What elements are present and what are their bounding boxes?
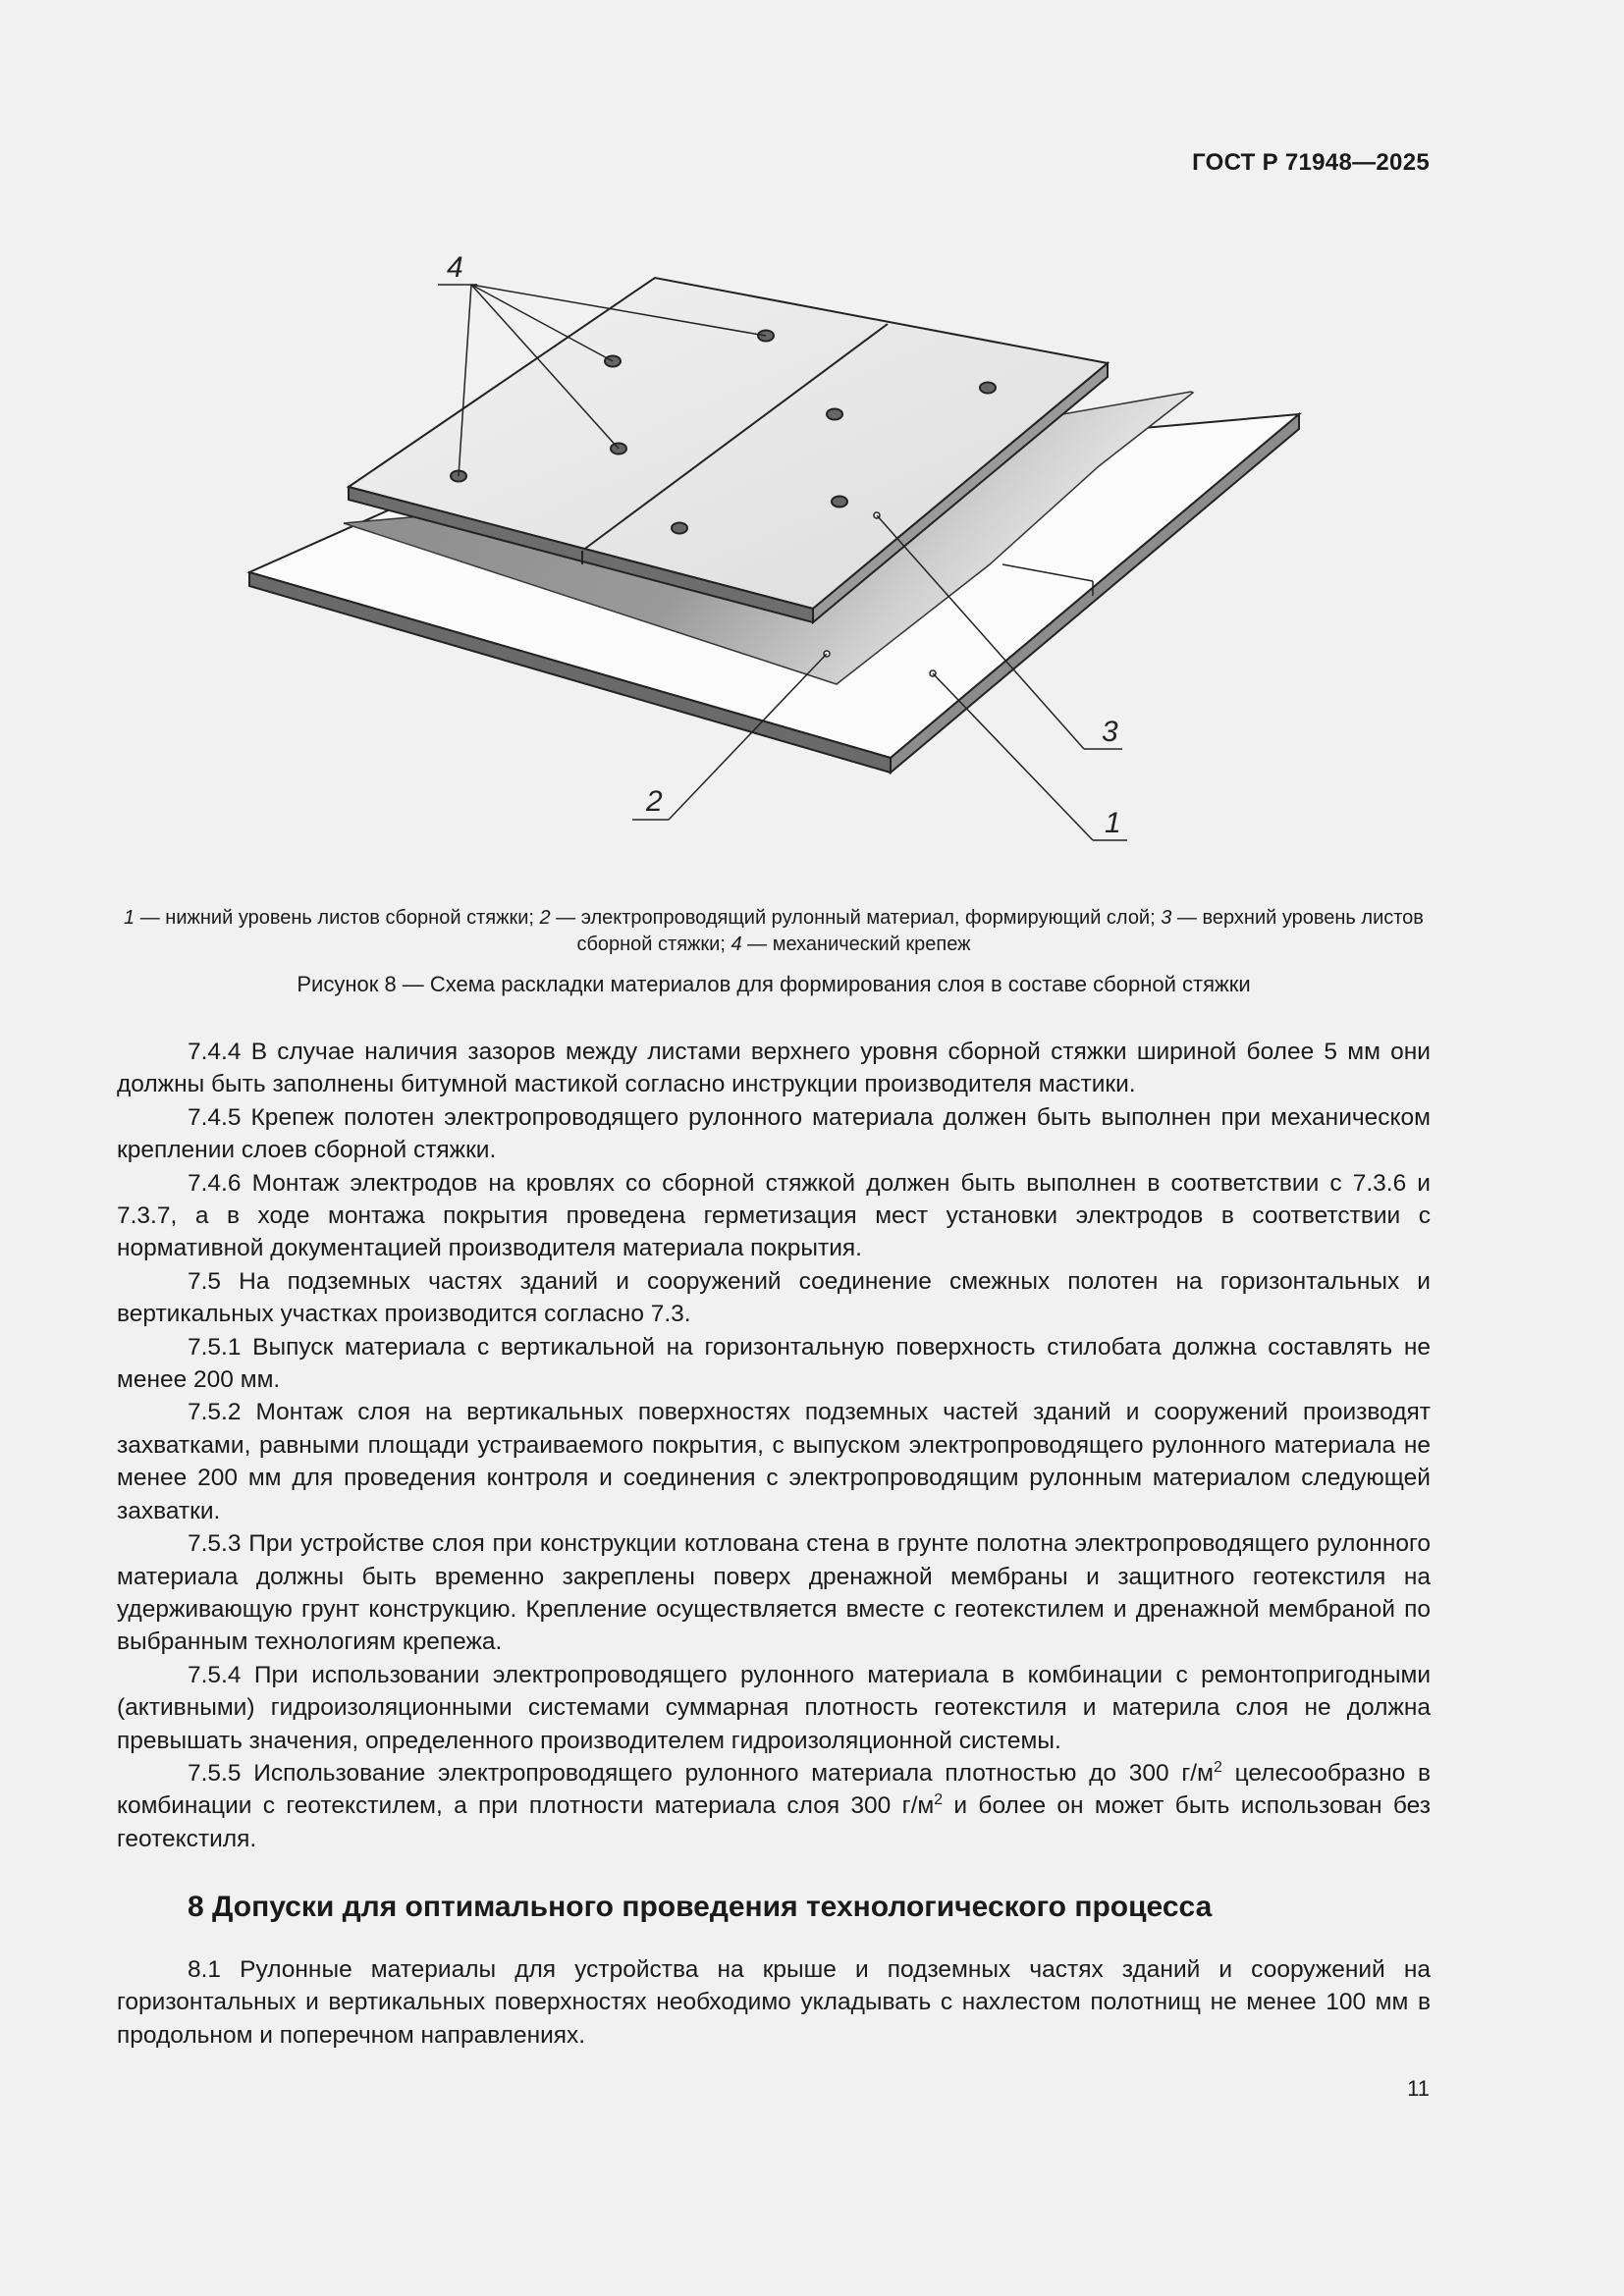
legend-text-4: — механический крепеж — [741, 934, 971, 955]
paragraph-7-5-3: 7.5.3 При устройстве слоя при конструкции котлована стена в грунте полотна электропроводящего рулонного материала должны быть временно закреплены поверх дренажной мембраны и защитного геотекстиля на удерживающую грунт конструкцию. Крепление осуществляется вместе с геотекстилем и дренажной мембраной по выбранным технологиям крепежа. — [117, 1530, 1431, 1656]
legend-text-2: — электропроводящий рулонный материал, формирующий слой; — [550, 907, 1162, 929]
paragraph-7-4-6: 7.4.6 Монтаж электродов на кровлях со сборной стяжкой должен быть выполнен в соответствии с 7.3.6 и 7.3.7, а в ходе монтажа покрытия проведена герметизация мест установки электродов в соответствии с нормативной документацией производителя материала покрытия. — [117, 1169, 1431, 1262]
label-top-sheets: 3 — [1102, 716, 1118, 748]
figure-8-diagram — [236, 240, 1335, 869]
paragraph-7-4-4: 7.4.4 В случае наличия зазоров между листами верхнего уровня сборной стяжки шириной более 5 мм они должны быть заполнены битумной мастикой согласно инструкции производителя мастики. — [117, 1039, 1431, 1098]
section-8-text — [117, 1953, 1431, 2052]
label-bottom-sheets: 1 — [1105, 807, 1121, 839]
legend-num-2: 2 — [539, 907, 551, 929]
legend-text-1: — нижний уровень листов сборной стяжки; — [135, 907, 540, 929]
p755-part-3: и более он может быть использован без геотекстиля. — [117, 1792, 1431, 1852]
legend-num-3: 3 — [1161, 907, 1172, 929]
paragraph-8-1: 8.1 Рулонные материалы для устройства на крыше и подземных частях зданий и сооружений на горизонтальных и вертикальных поверхностях необходимо укладывать с нахлестом полотнищ не менее 100 мм в продольном и поперечном направлениях. — [117, 1956, 1431, 2049]
p755-part-1: 7.5.5 Использование электропроводящего рулонного материала плотностью до 300 г/м — [188, 1759, 1214, 1787]
page-number: 11 — [1407, 2076, 1430, 2101]
legend-num-1: 1 — [124, 907, 135, 929]
paragraph-7-5-1: 7.5.1 Выпуск материала с вертикальной на горизонтальную поверхность стилобата должна составлять не менее 200 мм. — [117, 1333, 1431, 1394]
p755-part-2: целесообразно в комбинации с геотекстилем, а при плотности материала слоя 300 г/м — [117, 1759, 1432, 1820]
figure-caption: Рисунок 8 — Схема раскладки материалов для формирования слоя в составе сборной стяжки — [297, 972, 1251, 996]
paragraph-7-4-5: 7.4.5 Крепеж полотен электропроводящего рулонного материала должен быть выполнен при механическом креплении слоев сборной стяжки. — [117, 1103, 1431, 1164]
body-text — [117, 1036, 1431, 1855]
label-conductive-layer: 2 — [646, 785, 663, 818]
legend-num-4: 4 — [731, 934, 742, 955]
paragraph-7-5: 7.5 На подземных частях зданий и сооружений соединение смежных полотен на горизонтальных и вертикальных участках производится согласно 7.3. — [117, 1267, 1431, 1328]
paragraph-7-5-4: 7.5.4 При использовании электропроводящего рулонного материала в комбинации с ремонтопригодными (активными) гидроизоляционными системами суммарная плотность геотекстиля и материла слоя не должна превышать значения, определенного производителем гидроизоляционной системы. — [117, 1661, 1431, 1754]
section-8-heading: 8 Допуски для оптимального проведения технологического процесса — [188, 1891, 1213, 1923]
standard-code: ГОСТ Р 71948—2025 — [1192, 149, 1430, 176]
p755-sup-2: 2 — [934, 1791, 944, 1809]
label-fasteners: 4 — [447, 251, 463, 284]
legend-text-3: — верхний уровень листов сборной стяжки; — [576, 907, 1424, 955]
figure-legend — [117, 905, 1431, 958]
paragraph-7-5-5 — [117, 1757, 1431, 1855]
paragraph-7-5-2: 7.5.2 Монтаж слоя на вертикальных поверхностях подземных частей зданий и сооружений производят захватками, равными площади устраиваемого покрытия, с выпуском электропроводящего рулонного материала не менее 200 мм для проведения контроля и соединения с электропроводящим рулонным материалом следующей захватки. — [117, 1399, 1431, 1524]
p755-sup-1: 2 — [1213, 1758, 1222, 1776]
